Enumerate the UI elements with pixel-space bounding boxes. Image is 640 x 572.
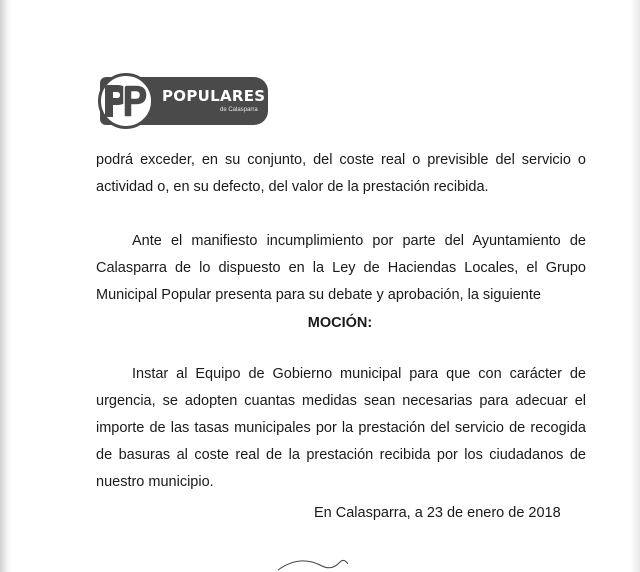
paragraph-line: importe de las tasas municipales por la prestación del servicio de recogida — [96, 420, 586, 436]
paragraph-line: Municipal Popular presenta para su debate y aprobación, la siguiente — [96, 287, 541, 303]
paragraph-line: Ante el manifiesto incumplimiento por parte del Ayuntamiento de — [132, 233, 586, 249]
paragraph-line: urgencia, se adopten cuantas medidas sean necesarias para adecuar el — [96, 393, 586, 409]
motion-heading: MOCIÓN: — [307, 315, 373, 331]
paragraph-line: Instar al Equipo de Gobierno municipal para que con carácter de — [132, 366, 586, 382]
populares-logo — [100, 77, 268, 125]
paragraph-motion — [96, 361, 586, 496]
paragraph-line: actividad o, en su defecto, del valor de la prestación recibida. — [96, 179, 489, 195]
signature-mark — [270, 548, 390, 572]
paragraph-line: Calasparra de lo dispuesto en la Ley de Haciendas Locales, el Grupo — [96, 260, 586, 276]
page-right-edge — [630, 0, 640, 572]
paragraph-continuation — [96, 147, 586, 201]
paragraph-intro — [96, 228, 586, 309]
pp-logo-icon — [98, 73, 154, 129]
logo-name: POPULARES — [162, 87, 266, 105]
paragraph-line: de basuras al coste real de la prestación recibida por los ciudadanos de — [96, 447, 586, 463]
paragraph-line: nuestro municipio. — [96, 474, 214, 490]
date-line: En Calasparra, a 23 de enero de 2018 — [314, 505, 561, 521]
logo-subtitle: de Calasparra — [220, 107, 258, 113]
paragraph-line: podrá exceder, en su conjunto, del coste real o previsible del servicio o — [96, 152, 586, 168]
page-left-shadow — [0, 0, 12, 572]
